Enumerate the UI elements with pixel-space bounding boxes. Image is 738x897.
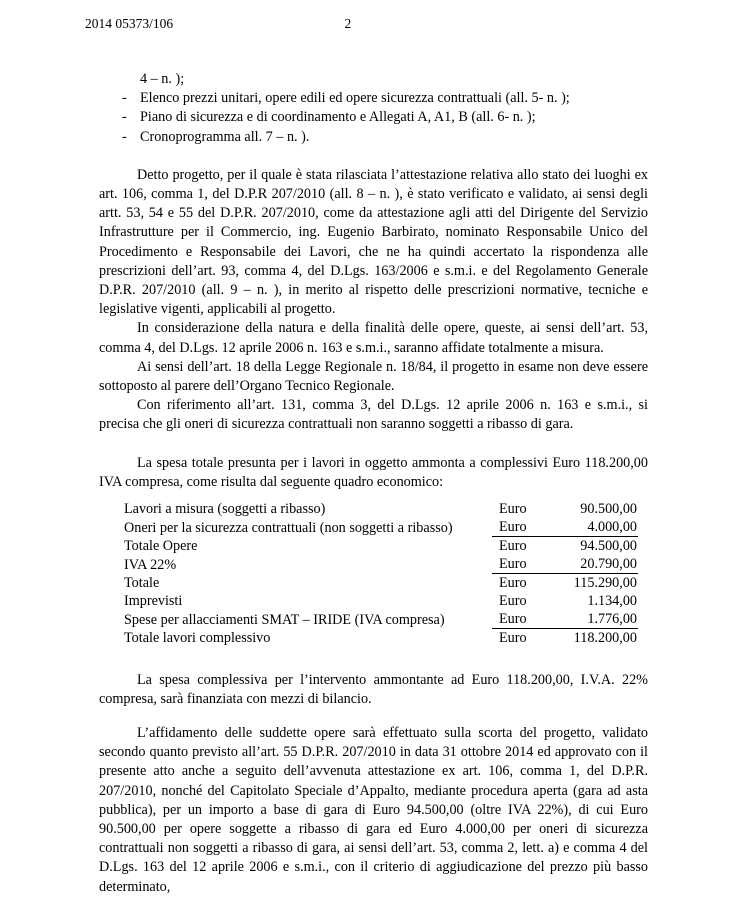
table-row	[124, 574, 638, 593]
table-row	[124, 610, 638, 629]
document-reference: 2014 05373/106	[85, 16, 174, 31]
row-description: Totale	[124, 575, 160, 591]
attachment-list	[99, 89, 648, 147]
document-body-lower	[99, 724, 648, 897]
row-amount: 20.790,00	[545, 555, 638, 574]
paragraph-spesa-totale-presunta: La spesa totale presunta per i lavori in oggetto ammonta a complessivi Euro 118.200,00 IVA compresa, come risulta dal seguente quadro economico:	[99, 454, 648, 490]
row-amount: 4.000,00	[545, 518, 638, 537]
row-description: Oneri per la sicurezza contrattuali (non soggetti a ribasso)	[124, 519, 453, 536]
row-description: Totale Opere	[124, 538, 198, 554]
list-item	[122, 89, 648, 108]
paragraph-spesa-complessiva: La spesa complessiva per l’intervento ammontante ad Euro 118.200,00, I.V.A. 22% compresa, sarà finanziata con mezzi di bilancio.	[99, 672, 648, 708]
paragraph-progetto-validazione: Detto progetto, per il quale è stata rilasciata l’attestazione relativa allo stato dei luoghi ex art. 106, comma 1, del D.P.R 207/2010 (all. 8 – n. ), è stato verificato e validato, ai sensi degli artt. 53, 54 e 55 del D.P.R. 207/2010, come da attestazione agli atti del Dirigente del Servizio Infrastrutture per il Commercio, ing. Eugenio Barbirato, nominato Responsabile Unico del Procedimento e Responsabile dei Lavori, che ne ha quindi accertato la rispondenza alle prescrizioni dell’art. 93, comma 4, del D.Lgs. 163/2006 e s.m.i. e del Regolamento Generale D.P.R. 207/2010 (all. 9 – n. ), in merito al rispetto delle prescrizioni normative, tecniche e legislative vigenti, applicabili al progetto.	[99, 166, 648, 318]
table-row	[124, 500, 638, 518]
table-row	[124, 592, 638, 610]
row-currency: Euro	[499, 593, 527, 609]
dash-bullet-icon: -	[122, 90, 127, 107]
row-description: Totale lavori complessivo	[124, 630, 271, 646]
list-item	[122, 108, 648, 127]
row-description: Imprevisti	[124, 593, 183, 609]
list-item-label: Elenco prezzi unitari, opere edili ed opere sicurezza contrattuali (all. 5- n. );	[140, 90, 570, 107]
quadro-economico-body	[124, 500, 638, 647]
row-currency: Euro	[492, 610, 545, 629]
row-currency: Euro	[499, 630, 527, 646]
row-currency: Euro	[499, 501, 527, 517]
dash-bullet-icon: -	[122, 128, 127, 145]
page-number: 2	[344, 16, 352, 31]
paragraph-organo-tecnico-regionale: Ai sensi dell’art. 18 della Legge Regionale n. 18/84, il progetto in esame non deve essere sottoposto al parere dell’Organo Tecnico Regionale.	[99, 358, 648, 395]
paragraph-oneri-sicurezza: Con riferimento all’art. 131, comma 3, del D.Lgs. 12 aprile 2006 n. 163 e s.m.i., si precisa che gli oneri di sicurezza contrattuali non saranno soggetti a ribasso di gara.	[99, 397, 648, 433]
paragraph-affidamento-opere: L’affidamento delle suddette opere sarà effettuato sulla scorta del progetto, validato secondo quanto previsto all’art. 55 D.P.R. 207/2010 in data 31 ottobre 2014 ed approvato con il presente atto anche a seguito dell’avvenuta attestazione ex art. 106, comma 1, del D.P.R. 207/2010, nonché del Capitolato Speciale d’Appalto, mediante procedura aperta (gara ad asta pubblica), per un importo a base di gara di Euro 94.500,00 (oltre IVA 22%), di cui Euro 90.500,00 per opere soggette a ribasso di gara ed Euro 4.000,00 per oneri di sicurezza contrattuali non soggetti a ribasso di gara, ai sensi dell’art. 53, comma 2, lett. a) e comma 4 del D.Lgs. 163 del 12 aprile 2006 e s.m.i., con il criterio di aggiudicazione del prezzo più basso determinato,	[99, 725, 648, 895]
list-item-label: Cronoprogramma all. 7 – n. ).	[140, 128, 310, 145]
row-amount: 90.500,00	[580, 501, 637, 517]
spacer	[99, 147, 648, 166]
quadro-economico-table	[124, 500, 638, 647]
row-description: Lavori a misura (soggetti a ribasso)	[124, 501, 326, 517]
page-header	[85, 16, 645, 32]
document-body-upper	[99, 70, 648, 492]
attachment-continuation: 4 – n. );	[140, 71, 185, 87]
row-amount: 118.200,00	[573, 630, 637, 646]
row-currency: Euro	[499, 538, 527, 554]
dash-bullet-icon: -	[122, 109, 127, 126]
row-amount: 1.134,00	[587, 593, 637, 609]
row-currency: Euro	[492, 555, 545, 574]
spacer	[99, 435, 648, 454]
paragraph-affidamento-a-misura: In considerazione della natura e della finalità delle opere, queste, ai sensi dell’art. 53, comma 4, del D.Lgs. 12 aprile 2006 n. 163 e s.m.i., saranno affidate totalmente a misura.	[99, 320, 648, 356]
row-amount: 115.290,00	[573, 575, 637, 591]
document-body-middle	[99, 671, 648, 709]
row-description: Spese per allacciamenti SMAT – IRIDE (IVA compresa)	[124, 611, 445, 628]
row-description: IVA 22%	[124, 556, 177, 573]
row-amount: 94.500,00	[580, 538, 637, 554]
table-row	[124, 518, 638, 537]
table-row	[124, 629, 638, 648]
list-item-label: Piano di sicurezza e di coordinamento e Allegati A, A1, B (all. 6- n. );	[140, 109, 536, 126]
row-currency: Euro	[499, 575, 527, 591]
row-amount: 1.776,00	[545, 610, 638, 629]
list-item	[122, 128, 648, 147]
table-row	[124, 555, 638, 574]
row-currency: Euro	[492, 518, 545, 537]
table-row	[124, 537, 638, 556]
